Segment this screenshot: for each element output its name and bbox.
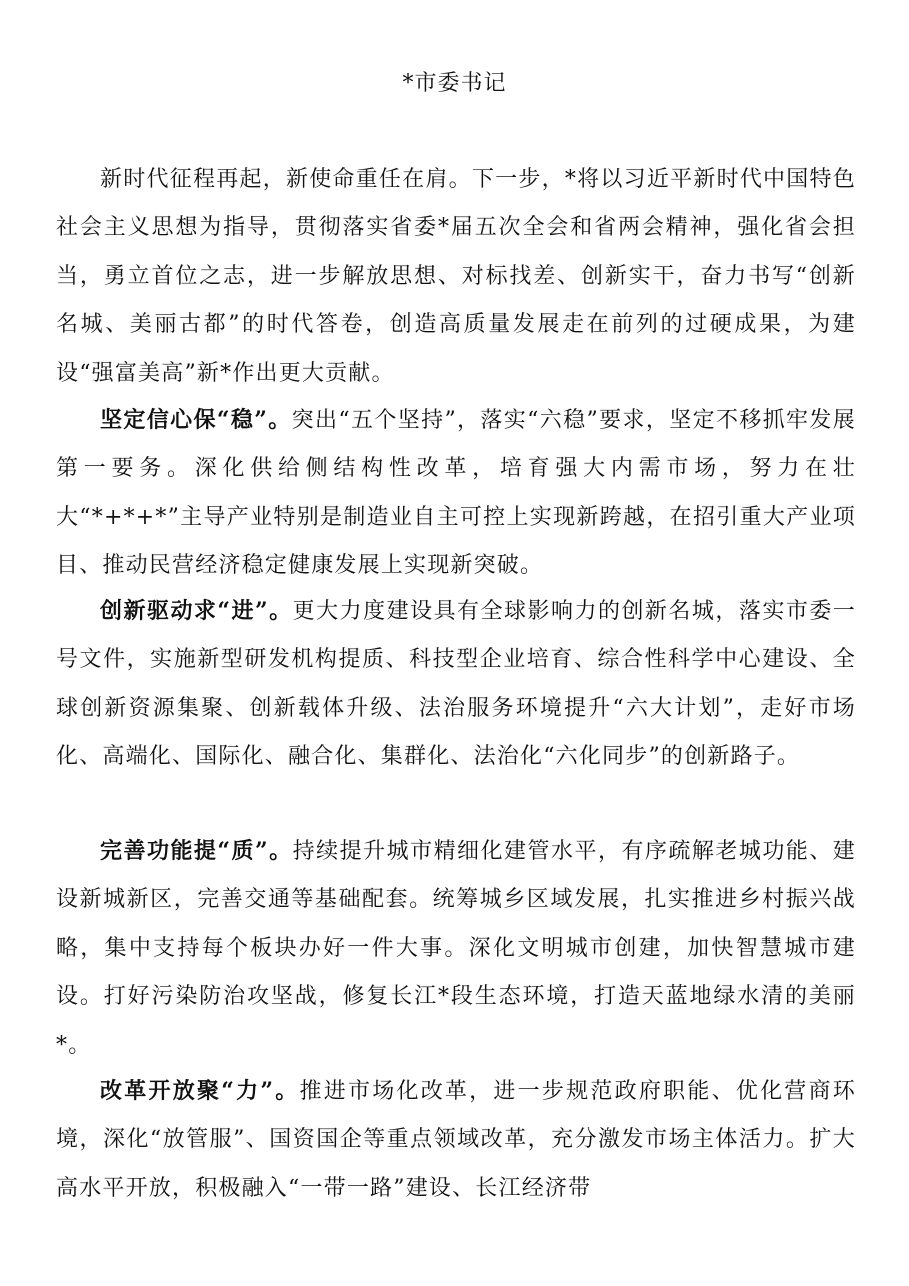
paragraph-text: 推进市场化改革，进一步规范政府职能、优化营商环境，深化“放管服”、国资国企等重点领域改革，充分激发市场主体活力。扩大高水平开放，积极融入“一带一路”建设、长江经济带 bbox=[56, 1079, 856, 1201]
paragraph-heading: 改革开放聚“力”。 bbox=[100, 1078, 300, 1104]
paragraph-innovation bbox=[56, 587, 856, 782]
paragraph-text: 突出“五个坚持”，落实“六稳”要求，坚定不移抓牢发展第一要务。深化供给侧结构性改革，培育强大内需市场，努力在壮大“*+*+*”主导产业特别是制造业自主可控上实现新跨越，在招引重大产业项目、推动民营经济稳定健康发展上实现新突破。 bbox=[56, 408, 856, 579]
paragraph-intro bbox=[56, 156, 856, 398]
paragraph-text: 更大力度建设具有全球影响力的创新名城，落实市委一号文件，实施新型研发机构提质、科技型企业培育、综合性科学中心建设、全球创新资源集聚、创新载体升级、法治服务环境提升“六大计划”，走好市场化、高端化、国际化、融合化、集群化、法治化“六化同步”的创新路子。 bbox=[56, 599, 856, 770]
paragraph-function bbox=[56, 827, 856, 1070]
paragraph-heading: 创新驱动求“进”。 bbox=[100, 598, 293, 624]
paragraph-text: 持续提升城市精细化建管水平，有序疏解老城功能、建设新城新区，完善交通等基础配套。统筹城乡区域发展，扎实推进乡村振兴战略，集中支持每个板块办好一件大事。深化文明城市创建，加快智慧城市建设。打好污染防治攻坚战，修复长江*段生态环境，打造天蓝地绿水清的美丽*。 bbox=[56, 839, 856, 1058]
paragraph-reform bbox=[56, 1067, 856, 1213]
paragraph-stability bbox=[56, 396, 856, 591]
paragraph-heading: 完善功能提“质”。 bbox=[100, 838, 293, 864]
paragraph-text: 新时代征程再起，新使命重任在肩。下一步，*将以习近平新时代中国特色社会主义思想为指导，贯彻落实省委*届五次全会和省两会精神，强化省会担当，勇立首位之志，进一步解放思想、对标找差、创新实干，奋力书写“创新名城、美丽古都”的时代答卷，创造高质量发展走在前列的过硬成果，为建设“强富美高”新*作出更大贡献。 bbox=[56, 167, 856, 386]
paragraph-heading: 坚定信心保“稳”。 bbox=[100, 407, 292, 433]
document-title: *市委书记 bbox=[402, 71, 507, 96]
